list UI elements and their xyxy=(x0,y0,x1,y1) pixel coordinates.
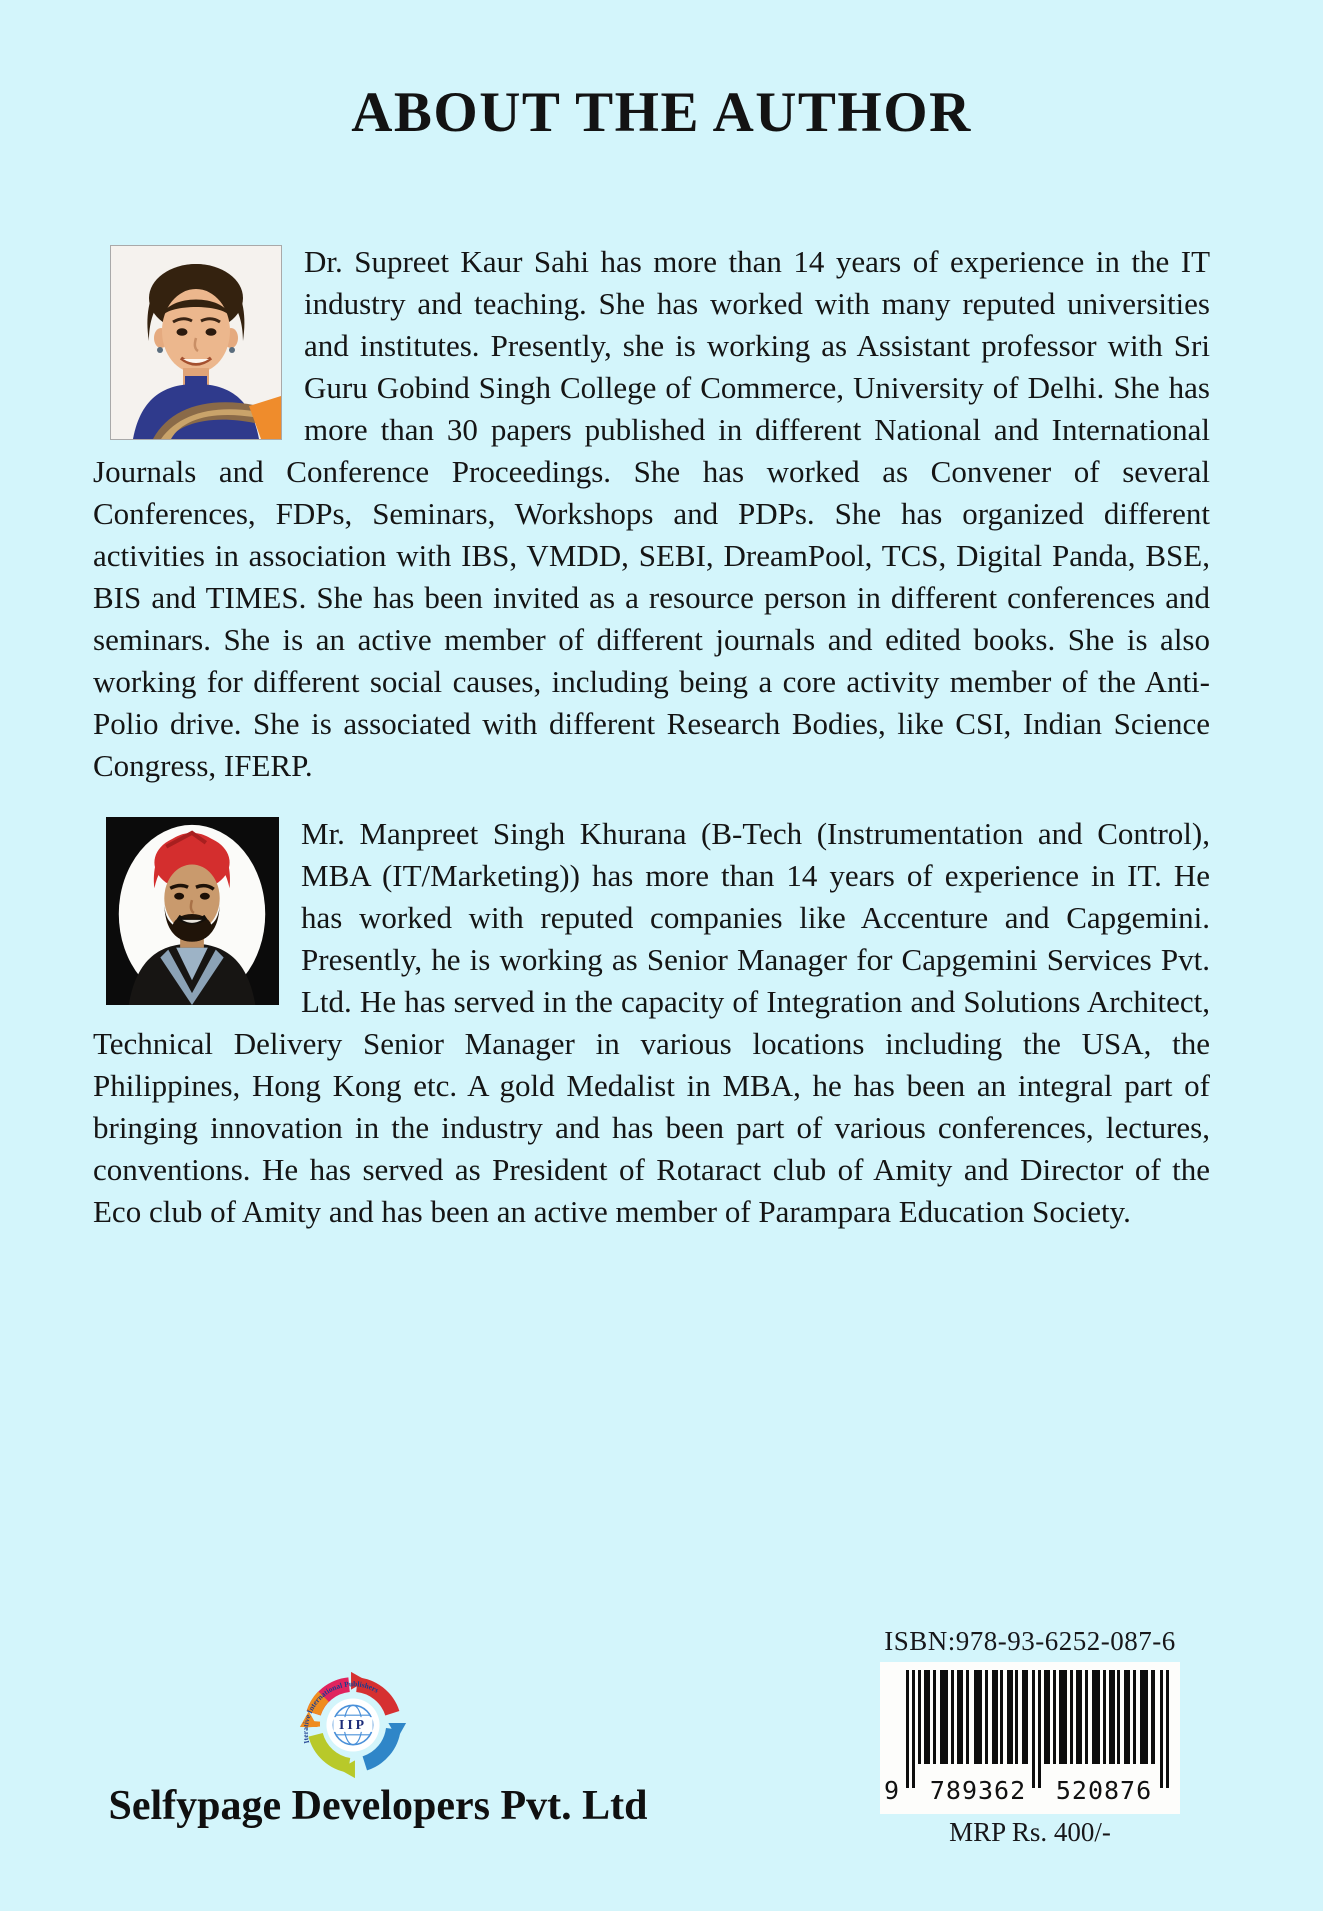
logo-initials: IIP xyxy=(339,1716,367,1732)
page-title: ABOUT THE AUTHOR xyxy=(351,81,972,144)
author-bios xyxy=(93,241,1210,1233)
barcode-group-2: 520876 xyxy=(1055,1776,1153,1805)
author-bio-supreet xyxy=(93,241,1210,787)
mrp-price: MRP Rs. 400/- xyxy=(949,1817,1111,1847)
publisher-name: Selfypage Developers Pvt. Ltd xyxy=(108,1783,648,1829)
author-photo-manpreet xyxy=(106,817,279,1005)
author-bio-text-supreet: Dr. Supreet Kaur Sahi has more than 14 years of experience in the IT industry and teaching. She has worked with many reputed universities and institutes. Presently, she is working as Assistant professor with Sri Guru Gobind Singh College of Commerce, University of Delhi. She has more than 30 papers published in different National and International Journals and Conference Proceedings. She has worked as Convener of several Conferences, FDPs, Seminars, Workshops and PDPs. She has organized different activities in association with IBS, VMDD, SEBI, DreamPool, TCS, Digital Panda, BSE, BIS and TIMES. She has been invited as a resource person in different conferences and seminars. She is an active member of different journals and edited books. She is also working for different social causes, including being a core activity member of the Anti-Polio drive. She is associated with different Research Bodies, like CSI, Indian Science Congress, IFERP. xyxy=(93,244,1210,783)
author-photo-supreet xyxy=(110,245,282,440)
man-portrait-illustration xyxy=(106,817,279,1005)
isbn-label: ISBN:978-93-6252-087-6 xyxy=(884,1626,1176,1656)
isbn-area xyxy=(862,1626,1198,1848)
barcode-digit-first: 9 xyxy=(884,1776,900,1805)
barcode-digits xyxy=(880,1776,1180,1806)
publisher-logo xyxy=(294,1666,412,1784)
woman-portrait-illustration xyxy=(111,246,281,439)
author-bio-text-manpreet: Mr. Manpreet Singh Khurana (B-Tech (Instrumentation and Control), MBA (IT/Marketing)) has more than 14 years of experience in IT. He has worked with reputed companies like Accenture and Capgemini. Presently, he is working as Senior Manager for Capgemini Services Pvt. Ltd. He has served in the capacity of Integration and Solutions Architect, Technical Delivery Senior Manager in various locations including the USA, the Philippines, Hong Kong etc. A gold Medalist in MBA, he has been an integral part of bringing innovation in the industry and has been part of various conferences, lectures, conventions. He has served as President of Rotaract club of Amity and Director of the Eco club of Amity and has been an active member of Parampara Education Society. xyxy=(93,816,1210,1229)
iip-cycle-logo xyxy=(294,1666,412,1784)
barcode-icon xyxy=(904,1670,1174,1790)
author-bio-manpreet xyxy=(93,813,1210,1233)
barcode-group-1: 789362 xyxy=(929,1776,1027,1805)
barcode-panel xyxy=(880,1662,1180,1814)
logo-ring-text: Iterative International Publishers xyxy=(300,1679,381,1745)
